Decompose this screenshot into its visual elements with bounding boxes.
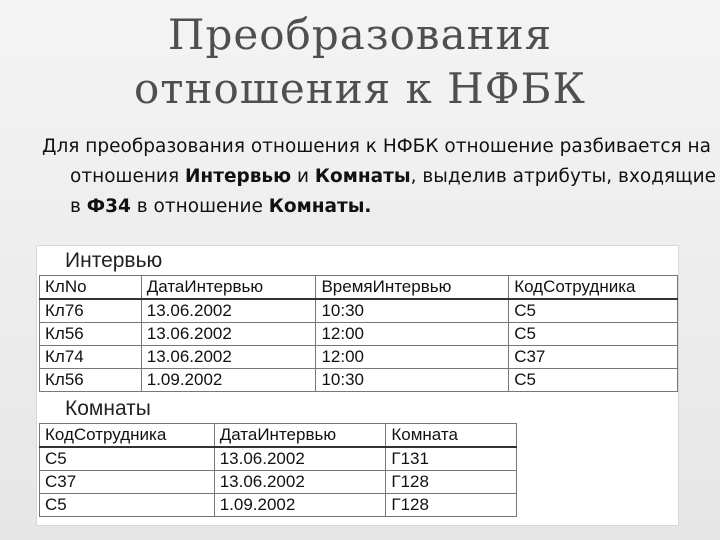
column-header: КлNo [40, 276, 142, 300]
table-cell: С5 [509, 323, 678, 346]
table-cell: 12:00 [316, 346, 509, 369]
table-cell: С5 [40, 447, 215, 471]
interviews-table [39, 275, 678, 392]
bold-term-rooms-end: Комнаты. [268, 196, 372, 217]
rooms-table [39, 423, 517, 517]
table-cell: 1.09.2002 [214, 494, 386, 517]
table-cell: Кл56 [40, 323, 142, 346]
tables-image-panel [36, 245, 679, 526]
table-cell: 1.09.2002 [141, 369, 316, 392]
table-cell: Г128 [386, 494, 517, 517]
table-row [40, 346, 678, 369]
bold-term-rooms: Комнаты [314, 166, 411, 187]
table-cell: 13.06.2002 [214, 471, 386, 494]
table-cell: Кл56 [40, 369, 142, 392]
table-cell: Кл74 [40, 346, 142, 369]
table-row [40, 471, 517, 494]
table-cell: 13.06.2002 [214, 447, 386, 471]
table-cell: С37 [40, 471, 215, 494]
table-cell: С5 [509, 299, 678, 323]
body-text-segment: Для преобразования отношения к НФБК отношение разбивается на отношения [42, 136, 711, 187]
table-cell: С5 [509, 369, 678, 392]
table-row [40, 369, 678, 392]
table-cell: Г131 [386, 447, 517, 471]
bold-term-interviews: Интервью [184, 166, 292, 187]
table-row [40, 323, 678, 346]
table-row [40, 299, 678, 323]
interviews-table-caption: Интервью [65, 249, 163, 272]
body-text-segment: , выделив атрибуты, входящие в [70, 166, 716, 217]
column-header: ДатаИнтервью [214, 424, 386, 448]
column-header: ДатаИнтервью [141, 276, 316, 300]
column-header: КодСотрудника [509, 276, 678, 300]
table-cell: Кл76 [40, 299, 142, 323]
body-text-segment: в отношение [130, 196, 269, 217]
table-cell: 13.06.2002 [141, 299, 316, 323]
rooms-table-caption: Комнаты [65, 397, 151, 420]
table-cell: 10:30 [316, 299, 509, 323]
bold-term-f34: Ф34 [86, 196, 131, 217]
table-row [40, 447, 517, 471]
body-text-segment: и [291, 166, 315, 187]
column-header: ВремяИнтервью [316, 276, 509, 300]
table-cell: 10:30 [316, 369, 509, 392]
table-header-row [40, 276, 678, 300]
table-cell: 12:00 [316, 323, 509, 346]
table-cell: 13.06.2002 [141, 323, 316, 346]
table-row [40, 494, 517, 517]
table-cell: С37 [509, 346, 678, 369]
table-cell: 13.06.2002 [141, 346, 316, 369]
slide-title-line-2: отношения к НФБК [134, 64, 586, 113]
body-paragraph [42, 132, 720, 222]
slide-title-line-1: Преобразования [167, 10, 553, 59]
table-cell: С5 [40, 494, 215, 517]
column-header: Комната [386, 424, 517, 448]
table-header-row [40, 424, 517, 448]
column-header: КодСотрудника [40, 424, 215, 448]
table-cell: Г128 [386, 471, 517, 494]
